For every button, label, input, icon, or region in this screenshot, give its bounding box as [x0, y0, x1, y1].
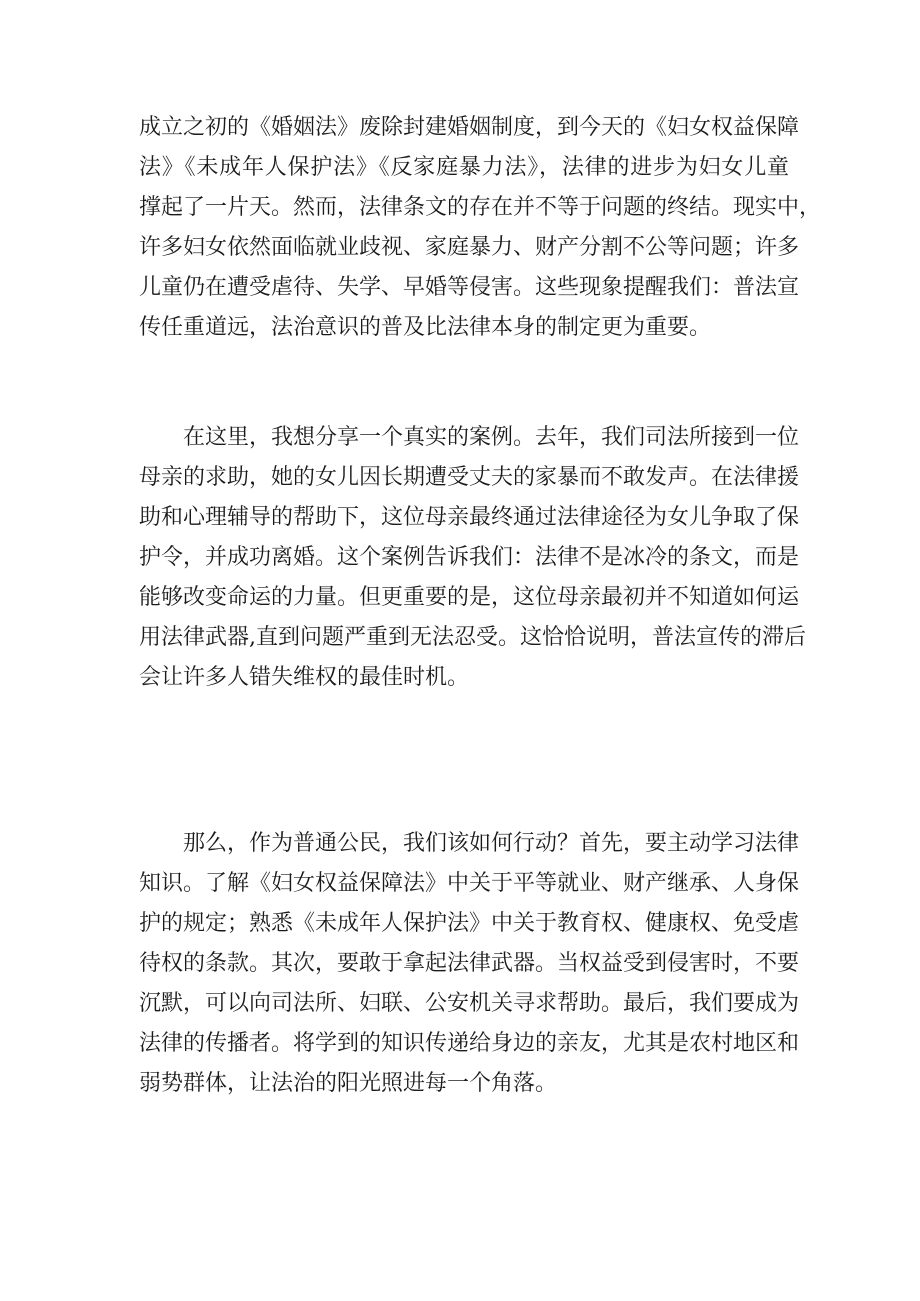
paragraph-line: 成立之初的《婚姻法》废除封建婚姻制度，到今天的《妇女权益保障: [139, 115, 800, 140]
paragraph-line: 弱势群体，让法治的阳光照进每一个角落。: [139, 1071, 558, 1096]
paragraph-line: 沉默，可以向司法所、妇联、公安机关寻求帮助。最后，我们要成为: [139, 991, 800, 1016]
paragraph-line: 护令，并成功离婚。这个案例告诉我们：法律不是冰冷的条文，而是: [139, 545, 800, 570]
paragraph-line: 母亲的求助，她的女儿因长期遭受丈夫的家暴而不敢发声。在法律援: [139, 465, 800, 490]
paragraph-line: 法》《未成年人保护法》《反家庭暴力法》，法律的进步为妇女儿童: [139, 155, 789, 180]
paragraph-line: 法律的传播者。将学到的知识传递给身边的亲友，尤其是农村地区和: [139, 1031, 800, 1056]
paragraph-line: 许多妇女依然面临就业歧视、家庭暴力、财产分割不公等问题；许多: [139, 235, 800, 260]
paragraph-line: 那么，作为普通公民，我们该如何行动？首先，要主动学习法律: [139, 831, 800, 856]
paragraph-line: 能够改变命运的力量。但更重要的是，这位母亲最初并不知道如何运: [139, 585, 800, 610]
paragraph-line: 撑起了一片天。然而，法律条文的存在并不等于问题的终结。现实中，: [139, 195, 822, 220]
paragraph-line: 用法律武器,直到问题严重到无法忍受。这恰恰说明，普法宣传的滞后: [139, 625, 806, 650]
paragraph-line: 会让许多人错失维权的最佳时机。: [139, 665, 470, 690]
paragraph-citizen-action: [139, 824, 800, 1104]
paragraph-line: 传任重道远，法治意识的普及比法律本身的制定更为重要。: [139, 315, 712, 340]
paragraph-line: 护的规定；熟悉《未成年人保护法》中关于教育权、健康权、免受虐: [139, 911, 800, 936]
paragraph-line: 在这里，我想分享一个真实的案例。去年，我们司法所接到一位: [139, 425, 800, 450]
paragraph-case-study: [139, 418, 806, 698]
paragraph-law-progress: [139, 108, 822, 348]
paragraph-line: 待权的条款。其次，要敢于拿起法律武器。当权益受到侵害时，不要: [139, 951, 800, 976]
paragraph-line: 助和心理辅导的帮助下，这位母亲最终通过法律途径为女儿争取了保: [139, 505, 800, 530]
paragraph-line: 知识。了解《妇女权益保障法》中关于平等就业、财产继承、人身保: [139, 871, 800, 896]
paragraph-line: 儿童仍在遭受虐待、失学、早婚等侵害。这些现象提醒我们：普法宣: [139, 275, 800, 300]
